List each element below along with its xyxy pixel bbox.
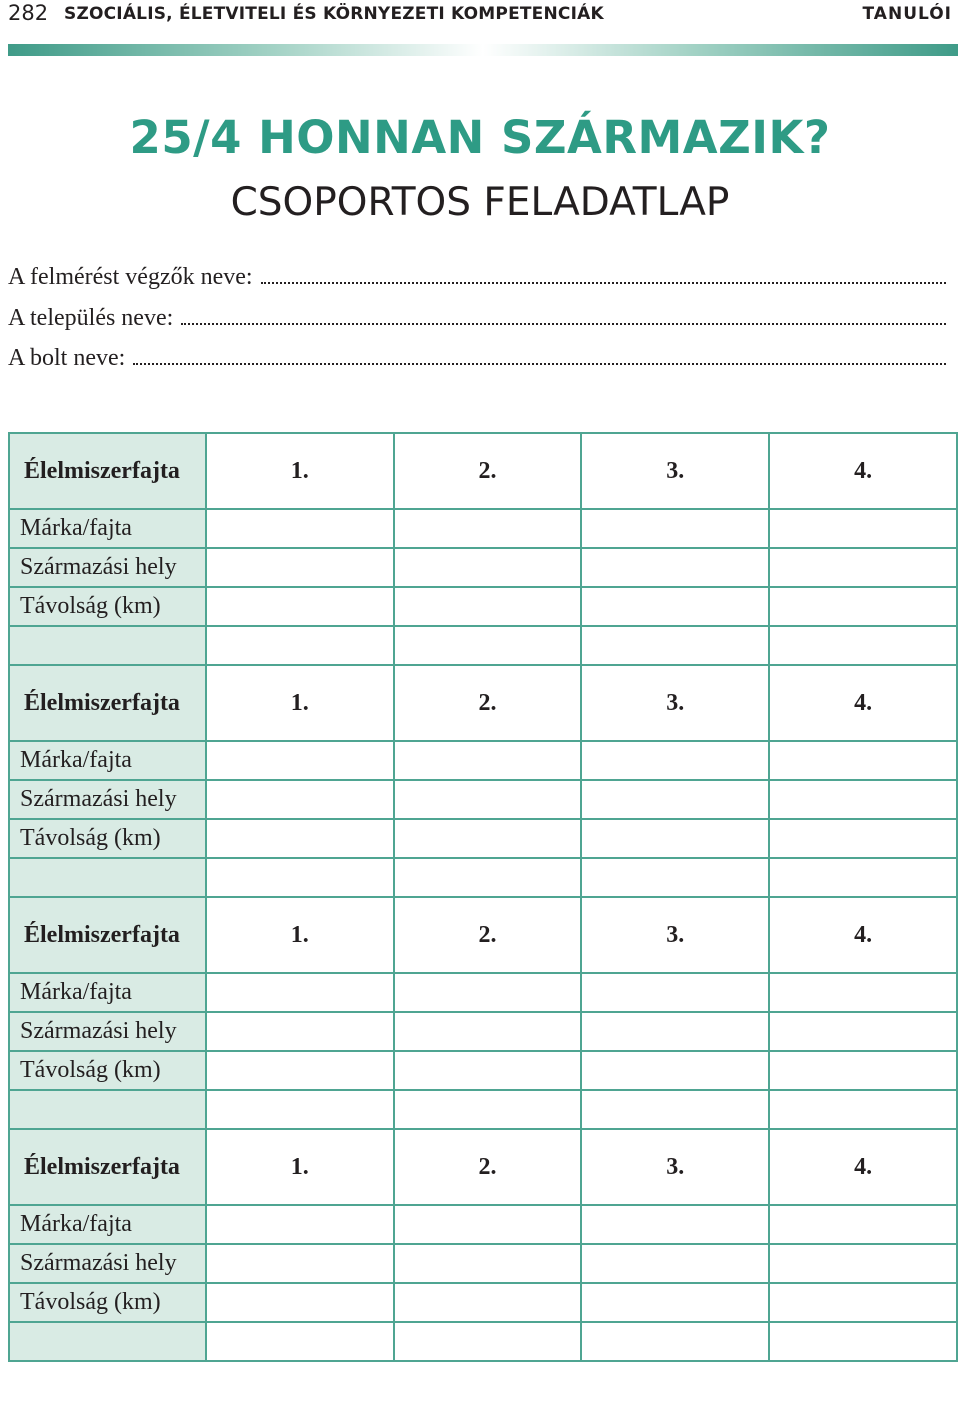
answer-cell[interactable] [581,1012,769,1051]
answer-cell[interactable] [581,548,769,587]
section-title: SZOCIÁLIS, ÉLETVITELI ÉS KÖRNYEZETI KOMPETENCIÁK [64,4,604,24]
answer-cell[interactable] [769,819,957,858]
answer-cell[interactable] [206,780,394,819]
food-type-header-row [9,665,957,741]
column-number: 2. [394,897,582,973]
answer-cell[interactable] [206,858,394,897]
answer-cell[interactable] [581,1244,769,1283]
row-label: Származási hely [9,780,206,819]
row-label: Távolság (km) [9,1051,206,1090]
blank-label-cell [9,626,206,665]
answer-cell[interactable] [206,1322,394,1361]
row-label: Távolság (km) [9,587,206,626]
answer-cell[interactable] [769,1322,957,1361]
settlement-name-label: A település neve: [8,305,174,331]
page-subtitle: CSOPORTOS FELADATLAP [230,180,730,225]
answer-cell[interactable] [394,1283,582,1322]
answer-cell[interactable] [394,1051,582,1090]
answer-cell[interactable] [581,858,769,897]
row-label: Márka/fajta [9,509,206,548]
answer-cell[interactable] [581,1051,769,1090]
column-number: 3. [581,433,769,509]
answer-cell[interactable] [769,509,957,548]
answer-cell[interactable] [206,1090,394,1129]
answer-cell[interactable] [581,819,769,858]
answer-cell[interactable] [206,819,394,858]
answer-cell[interactable] [394,626,582,665]
surveyors-name-label: A felmérést végzők neve: [8,264,253,290]
row-label: Távolság (km) [9,1283,206,1322]
answer-cell[interactable] [769,1051,957,1090]
answer-cell[interactable] [581,509,769,548]
answer-cell[interactable] [769,587,957,626]
answer-cell[interactable] [581,1283,769,1322]
answer-cell[interactable] [206,1283,394,1322]
column-number: 3. [581,1129,769,1205]
answer-cell[interactable] [769,780,957,819]
header-divider [8,44,958,56]
blank-row [9,626,957,665]
answer-cell[interactable] [394,858,582,897]
food-type-label: Élelmiszerfajta [9,665,206,741]
answer-cell[interactable] [206,1244,394,1283]
blank-row [9,1090,957,1129]
table-row [9,1012,957,1051]
shop-name-blank[interactable] [133,343,946,373]
answer-cell[interactable] [769,626,957,665]
settlement-name-field[interactable] [8,303,946,333]
column-number: 2. [394,433,582,509]
food-type-label: Élelmiszerfajta [9,433,206,509]
answer-cell[interactable] [769,548,957,587]
answer-cell[interactable] [206,587,394,626]
shop-name-label: A bolt neve: [8,345,126,371]
edition-label: TANULÓI [862,4,952,24]
answer-cell[interactable] [394,548,582,587]
table-row [9,741,957,780]
answer-cell[interactable] [581,780,769,819]
answer-cell[interactable] [394,780,582,819]
answer-cell[interactable] [206,973,394,1012]
settlement-name-blank[interactable] [181,303,946,333]
column-number: 1. [206,433,394,509]
surveyors-name-blank[interactable] [261,262,946,292]
column-number: 1. [206,1129,394,1205]
table-row [9,819,957,858]
row-label: Márka/fajta [9,1205,206,1244]
row-label: Származási hely [9,548,206,587]
survey-table [8,432,958,1362]
answer-cell[interactable] [206,548,394,587]
answer-cell[interactable] [581,973,769,1012]
answer-cell[interactable] [769,1244,957,1283]
answer-cell[interactable] [206,1205,394,1244]
answer-cell[interactable] [769,1090,957,1129]
page-number: 282 [8,1,49,25]
answer-cell[interactable] [581,1322,769,1361]
food-type-header-row [9,1129,957,1205]
answer-cell[interactable] [394,509,582,548]
food-type-header-row [9,433,957,509]
surveyors-name-field[interactable] [8,262,946,292]
answer-cell[interactable] [206,741,394,780]
table-row [9,1051,957,1090]
answer-cell[interactable] [394,1205,582,1244]
row-label: Távolság (km) [9,819,206,858]
answer-cell[interactable] [394,1244,582,1283]
row-label: Márka/fajta [9,973,206,1012]
page-title: 25/4 HONNAN SZÁRMAZIK? [129,111,831,164]
table-row [9,1244,957,1283]
answer-cell[interactable] [769,741,957,780]
answer-cell[interactable] [394,1012,582,1051]
answer-cell[interactable] [581,626,769,665]
answer-cell[interactable] [206,1012,394,1051]
column-number: 1. [206,897,394,973]
answer-cell[interactable] [394,741,582,780]
column-number: 4. [769,433,957,509]
answer-cell[interactable] [394,1090,582,1129]
answer-cell[interactable] [394,1322,582,1361]
answer-cell[interactable] [206,1051,394,1090]
food-type-label: Élelmiszerfajta [9,897,206,973]
answer-cell[interactable] [394,973,582,1012]
answer-cell[interactable] [206,509,394,548]
column-number: 2. [394,1129,582,1205]
blank-row [9,1322,957,1361]
answer-cell[interactable] [394,819,582,858]
answer-cell[interactable] [581,1090,769,1129]
answer-cell[interactable] [581,1205,769,1244]
column-number: 2. [394,665,582,741]
column-number: 4. [769,665,957,741]
column-number: 1. [206,665,394,741]
answer-cell[interactable] [769,1012,957,1051]
table-row [9,1283,957,1322]
blank-label-cell [9,858,206,897]
answer-cell[interactable] [769,1283,957,1322]
table-row [9,973,957,1012]
table-row [9,1205,957,1244]
column-number: 3. [581,897,769,973]
blank-label-cell [9,1322,206,1361]
page-header [0,0,960,30]
column-number: 4. [769,897,957,973]
table-row [9,587,957,626]
column-number: 4. [769,1129,957,1205]
answer-cell[interactable] [394,587,582,626]
answer-cell[interactable] [769,973,957,1012]
table-row [9,780,957,819]
answer-cell[interactable] [769,858,957,897]
blank-label-cell [9,1090,206,1129]
table-row [9,548,957,587]
row-label: Márka/fajta [9,741,206,780]
food-type-label: Élelmiszerfajta [9,1129,206,1205]
shop-name-field[interactable] [8,343,946,373]
blank-row [9,858,957,897]
answer-cell[interactable] [581,741,769,780]
answer-cell[interactable] [581,587,769,626]
table-row [9,509,957,548]
food-type-header-row [9,897,957,973]
answer-cell[interactable] [769,1205,957,1244]
answer-cell[interactable] [206,626,394,665]
row-label: Származási hely [9,1012,206,1051]
column-number: 3. [581,665,769,741]
row-label: Származási hely [9,1244,206,1283]
